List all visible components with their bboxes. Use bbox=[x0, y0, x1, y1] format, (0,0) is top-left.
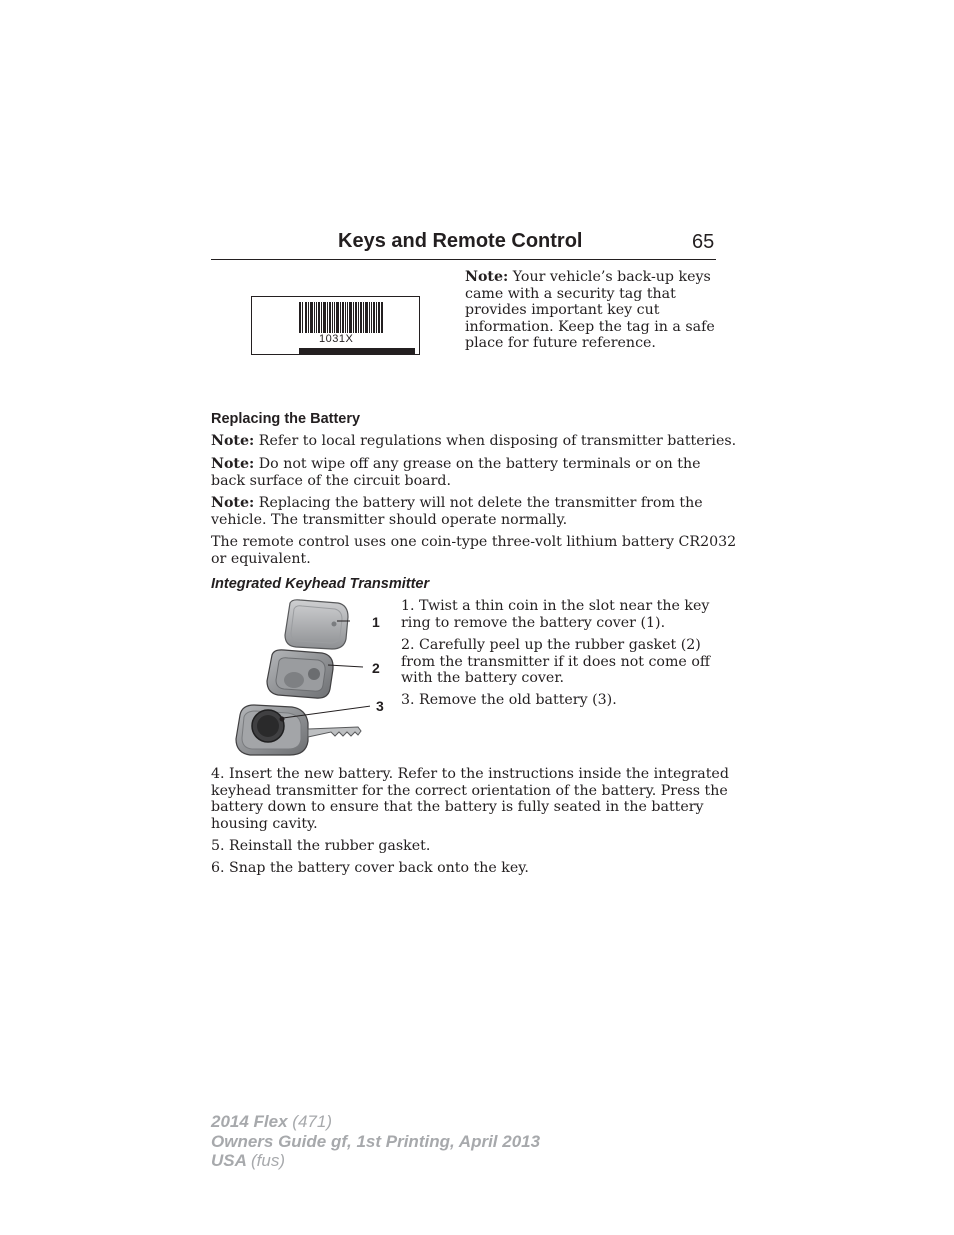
note-line-2: came with a security tag that bbox=[465, 285, 676, 302]
footer-line-1: 2014 Flex (471) bbox=[211, 1112, 332, 1131]
footer bbox=[211, 1112, 540, 1171]
security-tag-note bbox=[465, 269, 715, 352]
note-label: Note: bbox=[211, 456, 255, 472]
note-line-3: provides important key cut bbox=[465, 302, 660, 319]
step-2: 2. Carefully peel up the rubber gasket (2) from the transmitter if it does not come off with the battery cover. bbox=[401, 637, 710, 687]
note-label: Note: bbox=[465, 269, 509, 285]
step-1: 1. Twist a thin coin in the slot near the key ring to remove the battery cover (1). bbox=[401, 598, 710, 631]
barcode-icon bbox=[299, 302, 383, 333]
footer-line-2: Owners Guide gf, 1st Printing, April 2013 bbox=[211, 1131, 541, 1151]
security-tag-code: 1031X bbox=[319, 333, 354, 345]
note-line-4: information. Keep the tag in a safe bbox=[465, 318, 715, 335]
page-title: Keys and Remote Control bbox=[338, 230, 583, 252]
section-heading: Replacing the Battery bbox=[211, 411, 361, 427]
step-3: 3. Remove the old battery (3). bbox=[401, 692, 617, 708]
page-number: 65 bbox=[692, 231, 715, 253]
step-5: 5. Reinstall the rubber gasket. bbox=[211, 838, 431, 854]
step-6: 6. Snap the battery cover back onto the key. bbox=[211, 860, 529, 876]
callout-3: 3 bbox=[376, 698, 384, 714]
security-tag-bar bbox=[299, 348, 415, 354]
callout-2: 2 bbox=[372, 660, 380, 676]
step-4: 4. Insert the new battery. Refer to the instructions inside the integrated keyhead transmitter for the correct orientation of the battery. Press the battery down to ensure that the battery is fully seated in the battery housing cavity. bbox=[211, 766, 729, 832]
note-transmitter: Note: Replacing the battery will not delete the transmitter from the vehicle. The transmitter should operate normally. bbox=[211, 495, 703, 528]
subsection-heading: Integrated Keyhead Transmitter bbox=[211, 576, 430, 592]
note-label: Note: bbox=[211, 495, 255, 511]
note-grease: Note: Do not wipe off any grease on the battery terminals or on the back surface of the circuit board. bbox=[211, 456, 701, 489]
footer-line-3: USA (fus) bbox=[211, 1151, 285, 1170]
note-line-5: place for future reference. bbox=[465, 335, 656, 352]
callout-1: 1 bbox=[372, 614, 380, 630]
note-line-1: Note: Your vehicle’s back-up keys bbox=[465, 269, 711, 285]
note-label: Note: bbox=[211, 433, 255, 449]
keyhead-transmitter-illustration bbox=[230, 597, 370, 761]
battery-paragraph: The remote control uses one coin-type three-volt lithium battery CR2032 or equivalent. bbox=[211, 534, 737, 567]
header-divider bbox=[211, 259, 716, 260]
note-disposal: Note: Refer to local regulations when disposing of transmitter batteries. bbox=[211, 433, 737, 449]
